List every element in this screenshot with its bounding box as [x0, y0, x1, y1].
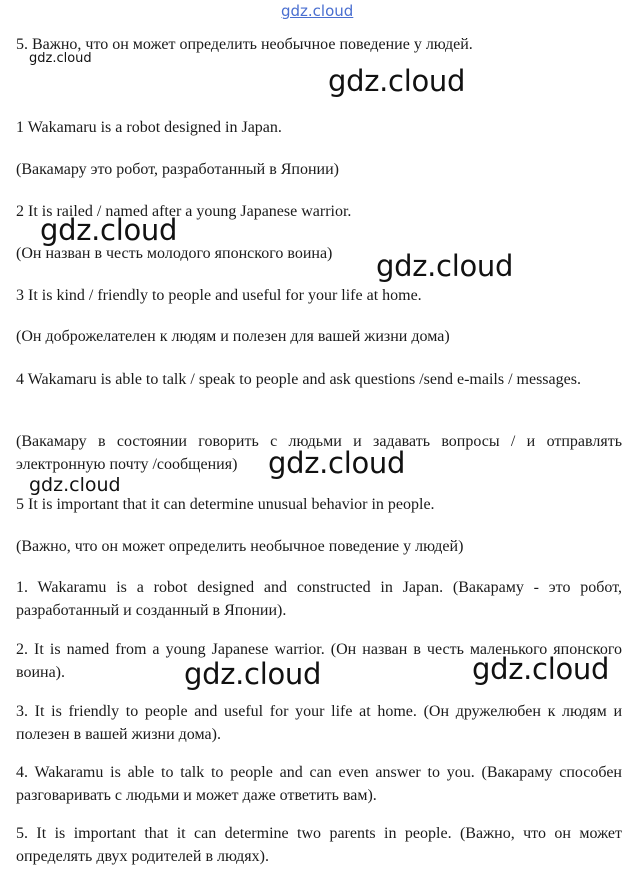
text-line: (Он доброжелателен к людям и полезен для вашей жизни дома): [16, 328, 450, 345]
text-line: 1 Wakamaru is a robot designed in Japan.: [16, 119, 282, 136]
text-line: (Важно, что он может определить необычное поведение у людей): [16, 538, 464, 555]
text-paragraph: 3. It is friendly to people and useful for your life at home. (Он дружелюбен к людям и полезен в вашей жизни дома).: [16, 703, 622, 743]
text-line: 2 It is railed / named after a young Japanese warrior.: [16, 203, 352, 220]
watermark-mid: gdz.cloud: [29, 474, 121, 496]
watermark-big: gdz.cloud: [472, 652, 610, 686]
watermark-big: gdz.cloud: [40, 213, 178, 247]
watermark-big: gdz.cloud: [184, 657, 322, 691]
text-paragraph: 2. It is named from a young Japanese warrior. (Он назван в честь маленького японского воина).: [16, 641, 622, 681]
watermark-top: gdz.cloud: [281, 2, 354, 20]
watermark-big: gdz.cloud: [376, 249, 514, 283]
text-paragraph: 5. It is important that it can determine two parents in people. (Важно, что он может определять двух родителей в людях).: [16, 825, 622, 865]
watermark-big: gdz.cloud: [328, 64, 466, 98]
text-line: 5 It is important that it can determine unusual behavior in people.: [16, 496, 435, 513]
text-paragraph: 4 Wakamaru is able to talk / speak to people and ask questions /send e-mails / messages.: [16, 371, 581, 388]
text-line: (Вакамару это робот, разработанный в Японии): [16, 161, 339, 178]
text-line: (Он назван в честь молодого японского воина): [16, 245, 333, 262]
text-paragraph: (Вакамару в состоянии говорить с людьми и задавать вопросы / и отправлять электронную почту /сообщения): [16, 433, 622, 473]
text-line: 3 It is kind / friendly to people and useful for your life at home.: [16, 287, 422, 304]
watermark-big: gdz.cloud: [268, 446, 406, 480]
watermark-small: gdz.cloud: [29, 51, 92, 66]
text-line: 5. Важно, что он может определить необычное поведение у людей.: [16, 36, 473, 53]
text-paragraph: 1. Wakaramu is a robot designed and constructed in Japan. (Вакараму - это робот, разработанный и созданный в Японии).: [16, 579, 622, 619]
text-paragraph: 4. Wakaramu is able to talk to people and can even answer to you. (Вакараму способен разговаривать с людьми и может даже ответить вам).: [16, 764, 622, 804]
